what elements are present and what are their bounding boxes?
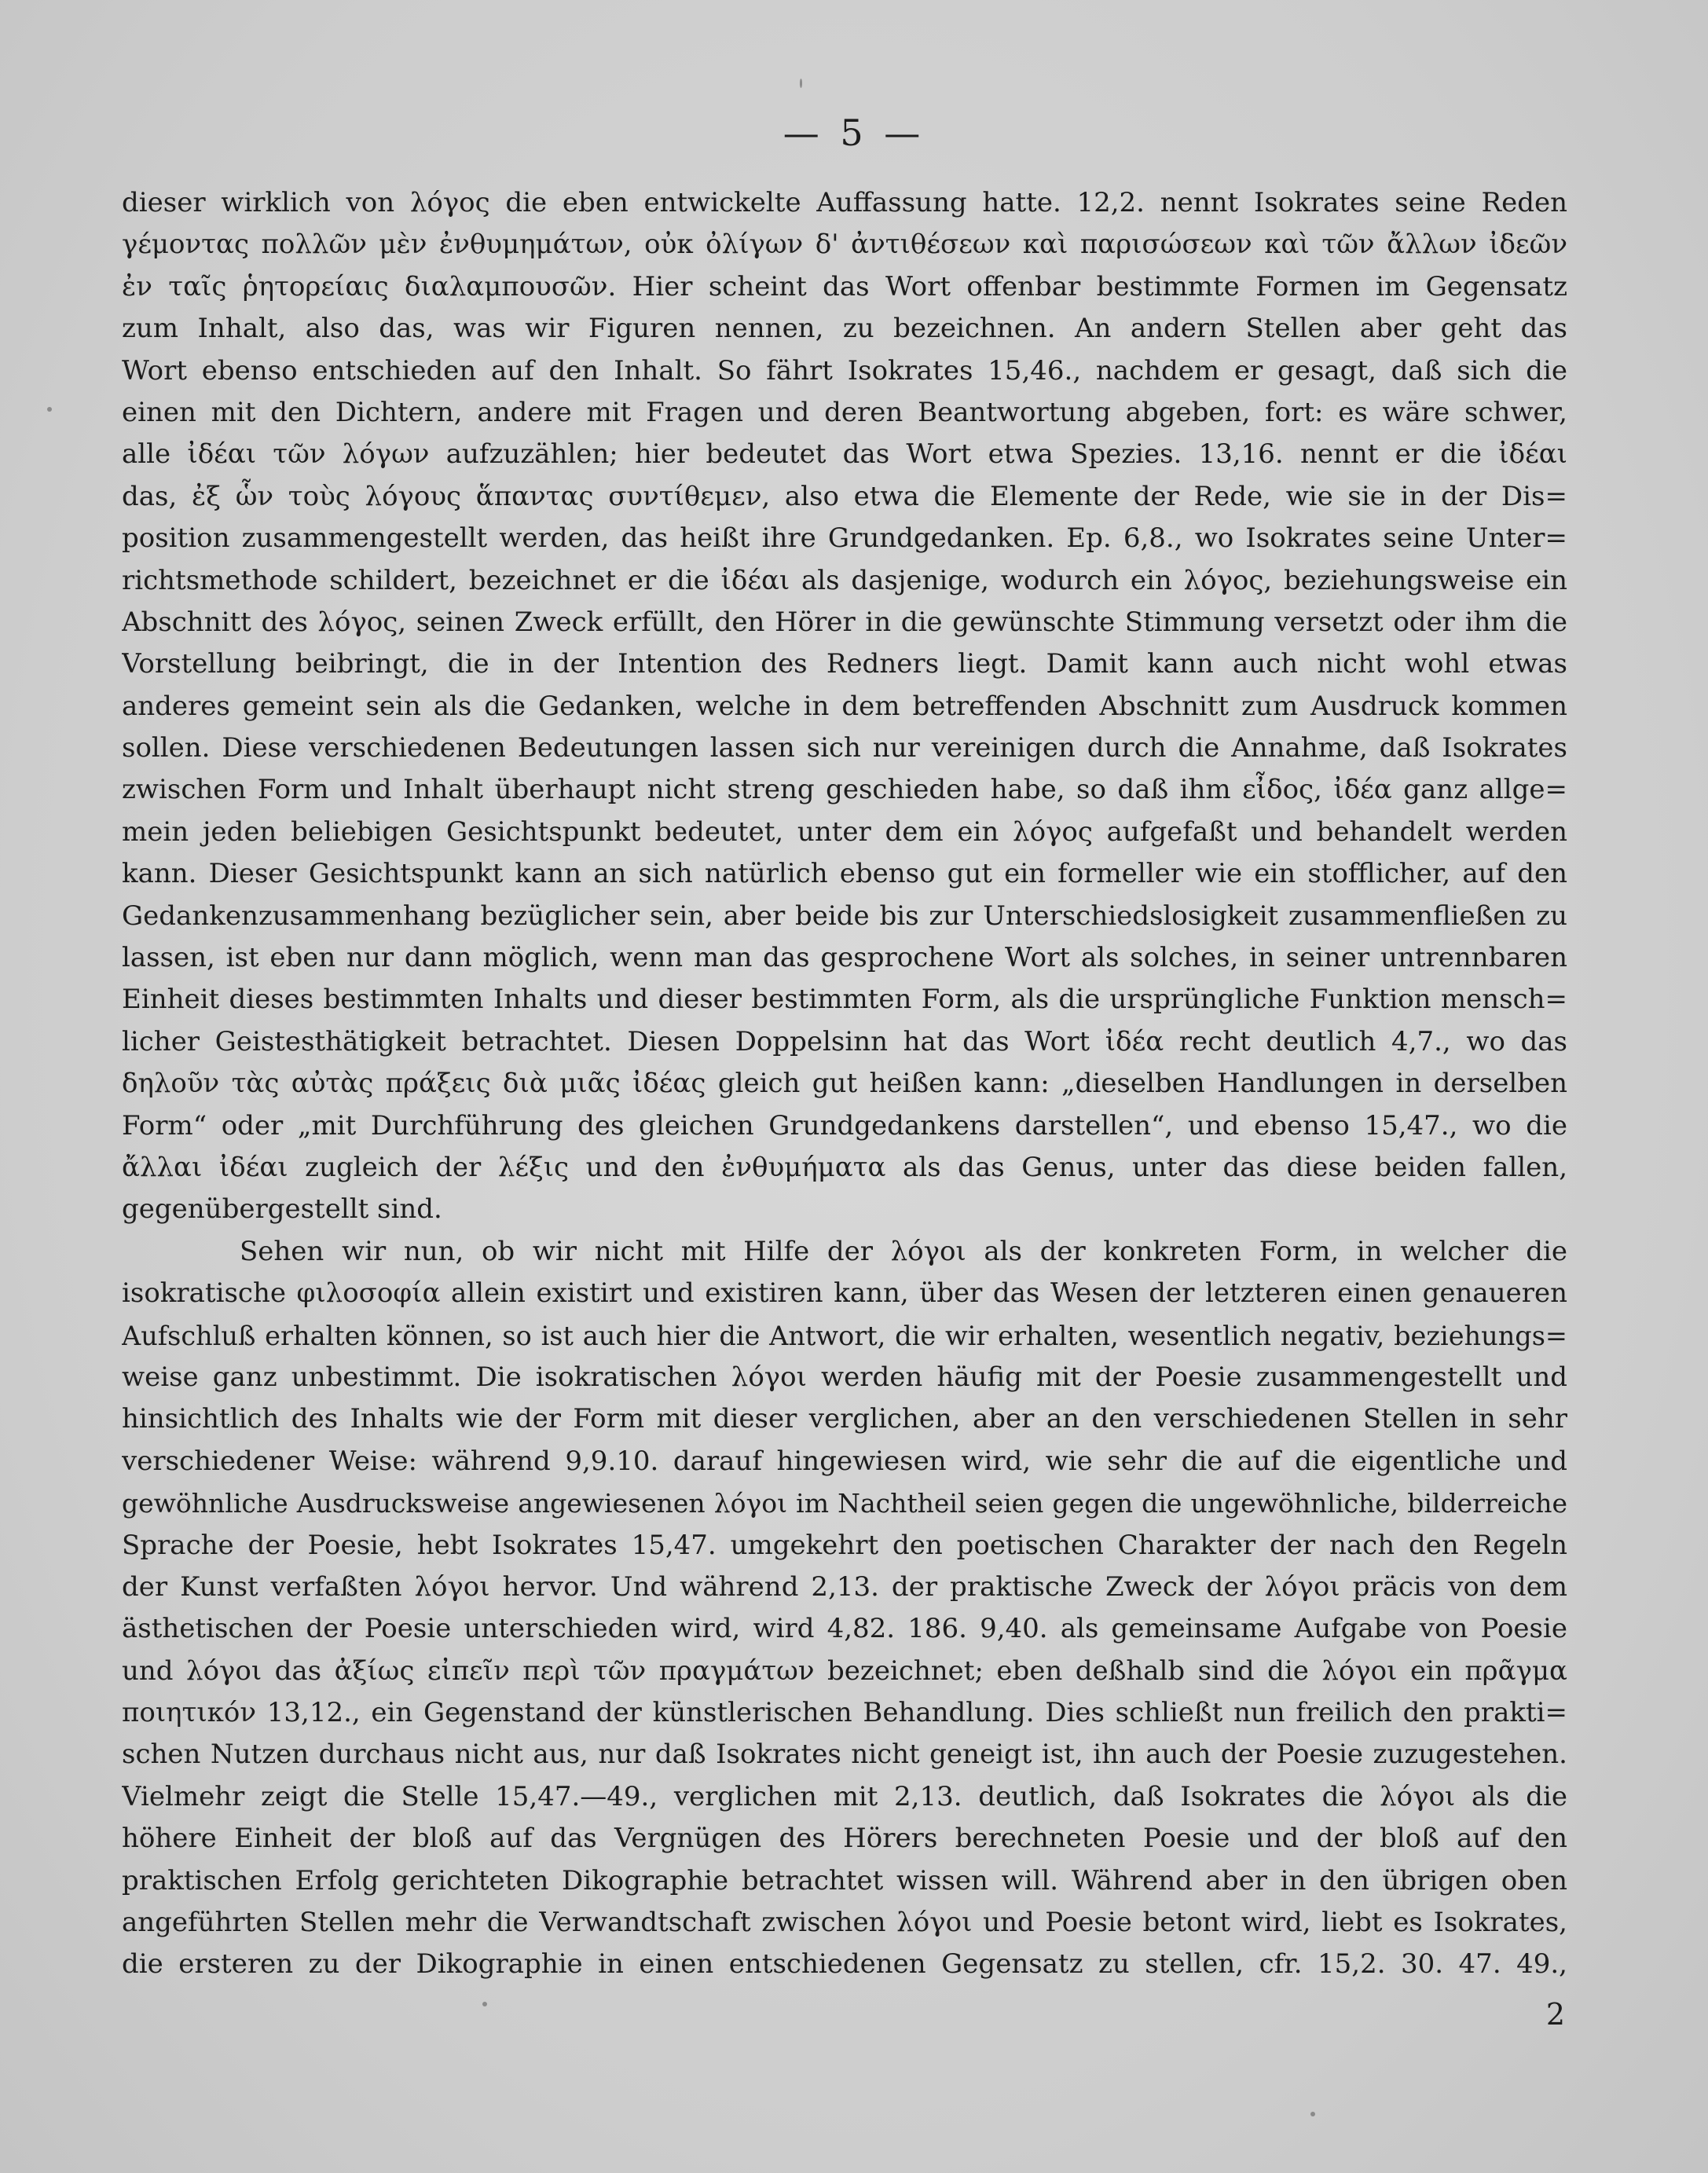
body-text [122, 182, 1567, 1986]
text-line: sollen. Diese verschiedenen Bedeutungen lassen sich nur vereinigen durch die Annahme, daß Isokrates [122, 732, 1567, 764]
text-line: ποιητικόν 13,12., ein Gegenstand der künstlerischen Behandlung. Dies schließt nun freilich den prakti= [122, 1697, 1567, 1729]
text-line: praktischen Erfolg gerichteten Dikographie betrachtet wissen will. Während aber in den übrigen oben [122, 1864, 1567, 1896]
text-line: anderes gemeint sein als die Gedanken, welche in dem betreffenden Abschnitt zum Ausdruck kommen [122, 690, 1567, 722]
text-line: Sprache der Poesie, hebt Isokrates 15,47. umgekehrt den poetischen Charakter der nach den Regeln [122, 1529, 1567, 1561]
text-line: mein jeden beliebigen Gesichtspunkt bedeutet, unter dem ein λόγος aufgefaßt und behandelt werden [122, 815, 1567, 848]
text-line: ἄλλαι ἰδέαι zugleich der λέξις und den ἐνθυμήματα als das Genus, unter das diese beiden fallen, [122, 1151, 1567, 1183]
text-line: lassen, ist eben nur dann möglich, wenn man das gesprochene Wort als solches, in seiner untrennbaren [122, 942, 1567, 974]
paragraph-1 [122, 182, 1567, 1231]
paper-speck [482, 2002, 487, 2006]
paragraph-2 [122, 1231, 1567, 1986]
text-line: Form“ oder „mit Durchführung des gleichen Grundgedankens darstellen“, und ebenso 15,47., wo die [122, 1109, 1567, 1141]
text-line: die ersteren zu der Dikographie in einen entschiedenen Gegensatz zu stellen, cfr. 15,2. 30. 47. 49., [122, 1948, 1567, 1981]
text-line: der Kunst verfaßten λόγοι hervor. Und während 2,13. der praktische Zweck der λόγοι präcis von dem [122, 1570, 1567, 1603]
text-line: verschiedener Weise: während 9,9.10. darauf hingewiesen wird, wie sehr die auf die eigentliche und [122, 1445, 1567, 1477]
text-line: δηλοῦν τὰς αὐτὰς πράξεις διὰ μιᾶς ἰδέας gleich gut heißen kann: „dieselben Handlungen in derselben [122, 1068, 1567, 1100]
text-line: hinsichtlich des Inhalts wie der Form mit dieser verglichen, aber an den verschiedenen Stellen in sehr [122, 1403, 1567, 1435]
text-line: Einheit dieses bestimmten Inhalts und dieser bestimmten Form, als die ursprüngliche Funktion mensch= [122, 984, 1567, 1016]
text-line: schen Nutzen durchaus nicht aus, nur daß Isokrates nicht geneigt ist, ihn auch der Poesie zuzugestehen. [122, 1739, 1567, 1771]
page-number: — 5 — [783, 112, 925, 154]
text-line: zum Inhalt, also das, was wir Figuren nennen, zu bezeichnen. An andern Stellen aber geht das [122, 313, 1567, 345]
text-line: γέμοντας πολλῶν μὲν ἐνθυμημάτων, οὐκ ὀλίγων δ' ἀντιθέσεων καὶ παρισώσεων καὶ τῶν ἄλλων ἰδεῶν [122, 229, 1567, 261]
text-line: Abschnitt des λόγος, seinen Zweck erfüllt, den Hörer in die gewünschte Stimmung versetzt oder ihm die [122, 606, 1567, 638]
text-line: richtsmethode schildert, bezeichnet er die ἰδέαι als dasjenige, wodurch ein λόγος, beziehungsweise ein [122, 564, 1567, 596]
text-line: Gedankenzusammenhang bezüglicher sein, aber beide bis zur Unterschiedslosigkeit zusammenfließen zu [122, 900, 1567, 932]
text-line: ästhetischen der Poesie unterschieden wird, wird 4,82. 186. 9,40. als gemeinsame Aufgabe von Poesie [122, 1613, 1567, 1645]
text-line: und λόγοι das ἀξίως εἰπεῖν περὶ τῶν πραγμάτων bezeichnet; eben deßhalb sind die λόγοι ein πρᾶγμα [122, 1654, 1567, 1687]
text-line: Aufschluß erhalten können, so ist auch hier die Antwort, die wir erhalten, wesentlich negativ, beziehungs= [122, 1320, 1567, 1351]
text-line: zwischen Form und Inhalt überhaupt nicht streng geschieden habe, so daß ihm εἶδος, ἰδέα ganz allge= [122, 774, 1567, 806]
paper-speck [800, 79, 802, 88]
text-line: ἐν ταῖς ῥητορείαις διαλαμπουσῶν. Hier scheint das Wort offenbar bestimmte Formen im Gegensatz [122, 270, 1567, 302]
text-line: alle ἰδέαι τῶν λόγων aufzuzählen; hier bedeutet das Wort etwa Spezies. 13,16. nennt er die ἰδέαι [122, 438, 1567, 471]
text-line: das, ἐξ ὧν τοὺς λόγους ἅπαντας συντίθεμεν, also etwa die Elemente der Rede, wie sie in der Dis= [122, 480, 1567, 512]
text-line: höhere Einheit der bloß auf das Vergnügen des Hörers berechneten Poesie und der bloß auf den [122, 1823, 1567, 1855]
text-line: dieser wirklich von λόγος die eben entwickelte Auffassung hatte. 12,2. nennt Isokrates seine Reden [122, 187, 1567, 218]
text-line: licher Geistesthätigkeit betrachtet. Diesen Doppelsinn hat das Wort ἰδέα recht deutlich 4,7., wo das [122, 1025, 1567, 1057]
text-line: gewöhnliche Ausdrucksweise angewiesenen λόγοι im Nachtheil seien gegen die ungewöhnliche, bilderreiche [122, 1488, 1567, 1519]
text-line: weise ganz unbestimmt. Die isokratischen λόγοι werden häufig mit der Poesie zusammengestellt und [122, 1361, 1567, 1393]
text-line: isokratische φιλοσοφία allein existirt und existiren kann, über das Wesen der letzteren einen genaueren [122, 1277, 1567, 1310]
text-line: Vielmehr zeigt die Stelle 15,47.—49., verglichen mit 2,13. deutlich, daß Isokrates die λόγοι als die [122, 1780, 1567, 1812]
text-line: gegenübergestellt sind. [122, 1193, 442, 1226]
paper-speck [1310, 2112, 1315, 2116]
text-line: Vorstellung beibringt, die in der Intention des Redners liegt. Damit kann auch nicht wohl etwas [122, 648, 1567, 680]
text-line: Sehen wir nun, ob wir nicht mit Hilfe der λόγοι als der konkreten Form, in welcher die [240, 1235, 1567, 1267]
paper-speck [47, 407, 52, 412]
signature-mark: 2 [1545, 1997, 1565, 2032]
text-line: angeführten Stellen mehr die Verwandtschaft zwischen λόγοι und Poesie betont wird, liebt es Isokrates, [122, 1907, 1567, 1939]
text-line: Wort ebenso entschieden auf den Inhalt. So fährt Isokrates 15,46., nachdem er gesagt, daß sich die [122, 354, 1567, 387]
text-line: position zusammengestellt werden, das heißt ihre Grundgedanken. Ep. 6,8., wo Isokrates seine Unter= [122, 522, 1567, 555]
text-line: kann. Dieser Gesichtspunkt kann an sich natürlich ebenso gut ein formeller wie ein stofflicher, auf den [122, 858, 1567, 890]
text-line: einen mit den Dichtern, andere mit Fragen und deren Beantwortung abgeben, fort: es wäre schwer, [122, 396, 1567, 428]
